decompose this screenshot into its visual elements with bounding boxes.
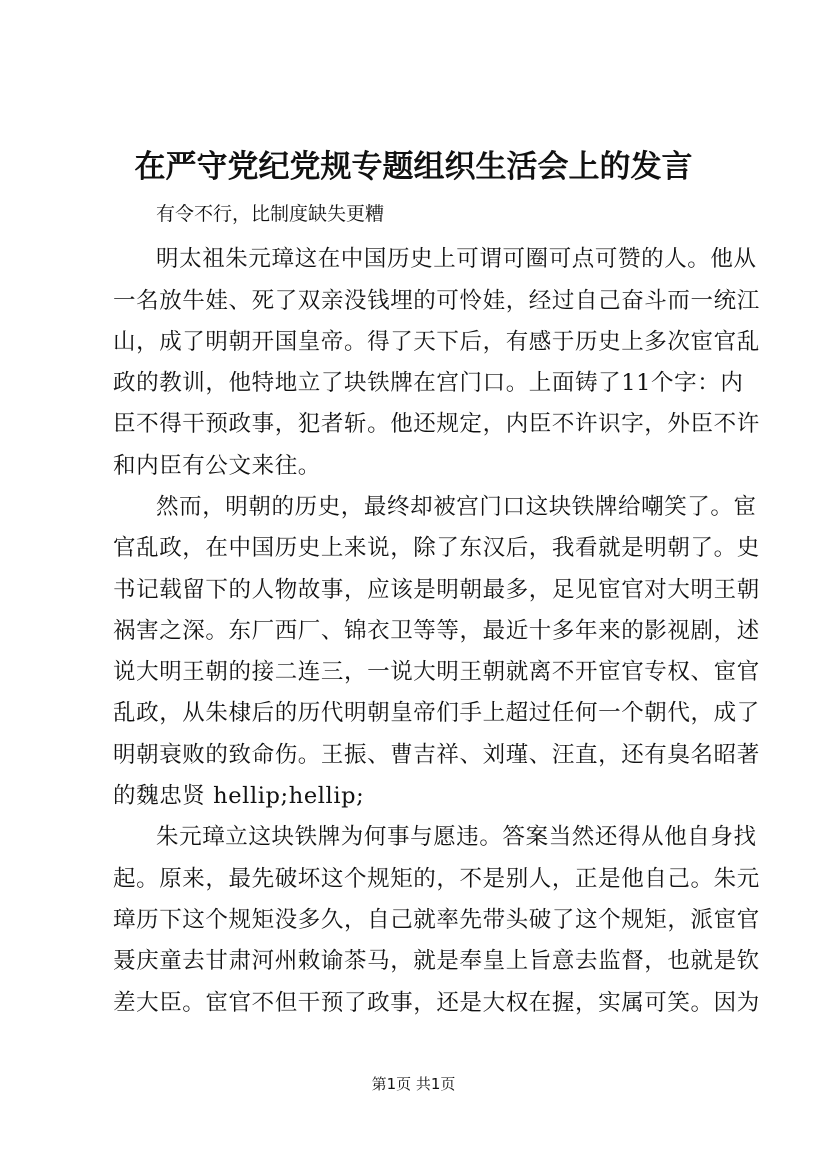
text-line: 山，成了明朝开国皇帝。得了天下后，有感于历史上多次宦官乱 bbox=[113, 329, 760, 355]
text-line: 然而，明朝的历史，最终却被宫门口这块铁牌给嘲笑了。宦 bbox=[156, 494, 757, 520]
text-line: 明太祖朱元璋这在中国历史上可谓可圈可点可赞的人。他从 bbox=[156, 246, 757, 272]
text-line: 乱政，从朱棣后的历代明朝皇帝们手上超过任何一个朝代，成了 bbox=[113, 700, 760, 726]
text-line: 的魏忠贤 hellip;hellip; bbox=[113, 783, 365, 809]
text-line: 璋历下这个规矩没多久，自己就率先带头破了这个规矩，派宦官 bbox=[113, 907, 760, 933]
document-title: 在严守党纪党规专题组织生活会上的发言 bbox=[134, 149, 693, 185]
text-line: 朱元璋立这块铁牌为何事与愿违。答案当然还得从他自身找 bbox=[156, 824, 757, 850]
text-line: 臣不得干预政事，犯者斩。他还规定，内臣不许识字，外臣不许 bbox=[113, 411, 760, 437]
text-line: 祸害之深。东厂西厂、锦衣卫等等，最近十多年来的影视剧，述 bbox=[113, 618, 760, 644]
text-line: 明朝衰败的致命伤。王振、曹吉祥、刘瑾、汪直，还有臭名昭著 bbox=[113, 742, 760, 768]
document-subtitle: 有令不行，比制度缺失更糟 bbox=[156, 203, 385, 225]
text-line: 政的教训，他特地立了块铁牌在宫门口。上面铸了11个字：内 bbox=[113, 370, 744, 396]
page-footer: 第1页 共1页 bbox=[371, 1075, 456, 1093]
text-line: 书记载留下的人物故事，应该是明朝最多，足见宦官对大明王朝 bbox=[113, 577, 760, 603]
text-line: 一名放牛娃、死了双亲没钱埋的可怜娃，经过自己奋斗而一统江 bbox=[113, 288, 760, 314]
text-line: 官乱政，在中国历史上来说，除了东汉后，我看就是明朝了。史 bbox=[113, 535, 760, 561]
text-line: 说大明王朝的接二连三，一说大明王朝就离不开宦官专权、宦官 bbox=[113, 659, 760, 685]
text-line: 聂庆童去甘肃河州敕谕茶马，就是奉皇上旨意去监督，也就是钦 bbox=[113, 948, 760, 974]
text-line: 和内臣有公文来往。 bbox=[113, 453, 321, 479]
text-line: 起。原来，最先破坏这个规矩的，不是别人，正是他自己。朱元 bbox=[113, 866, 760, 892]
text-line: 差大臣。宦官不但干预了政事，还是大权在握，实属可笑。因为 bbox=[113, 990, 760, 1016]
